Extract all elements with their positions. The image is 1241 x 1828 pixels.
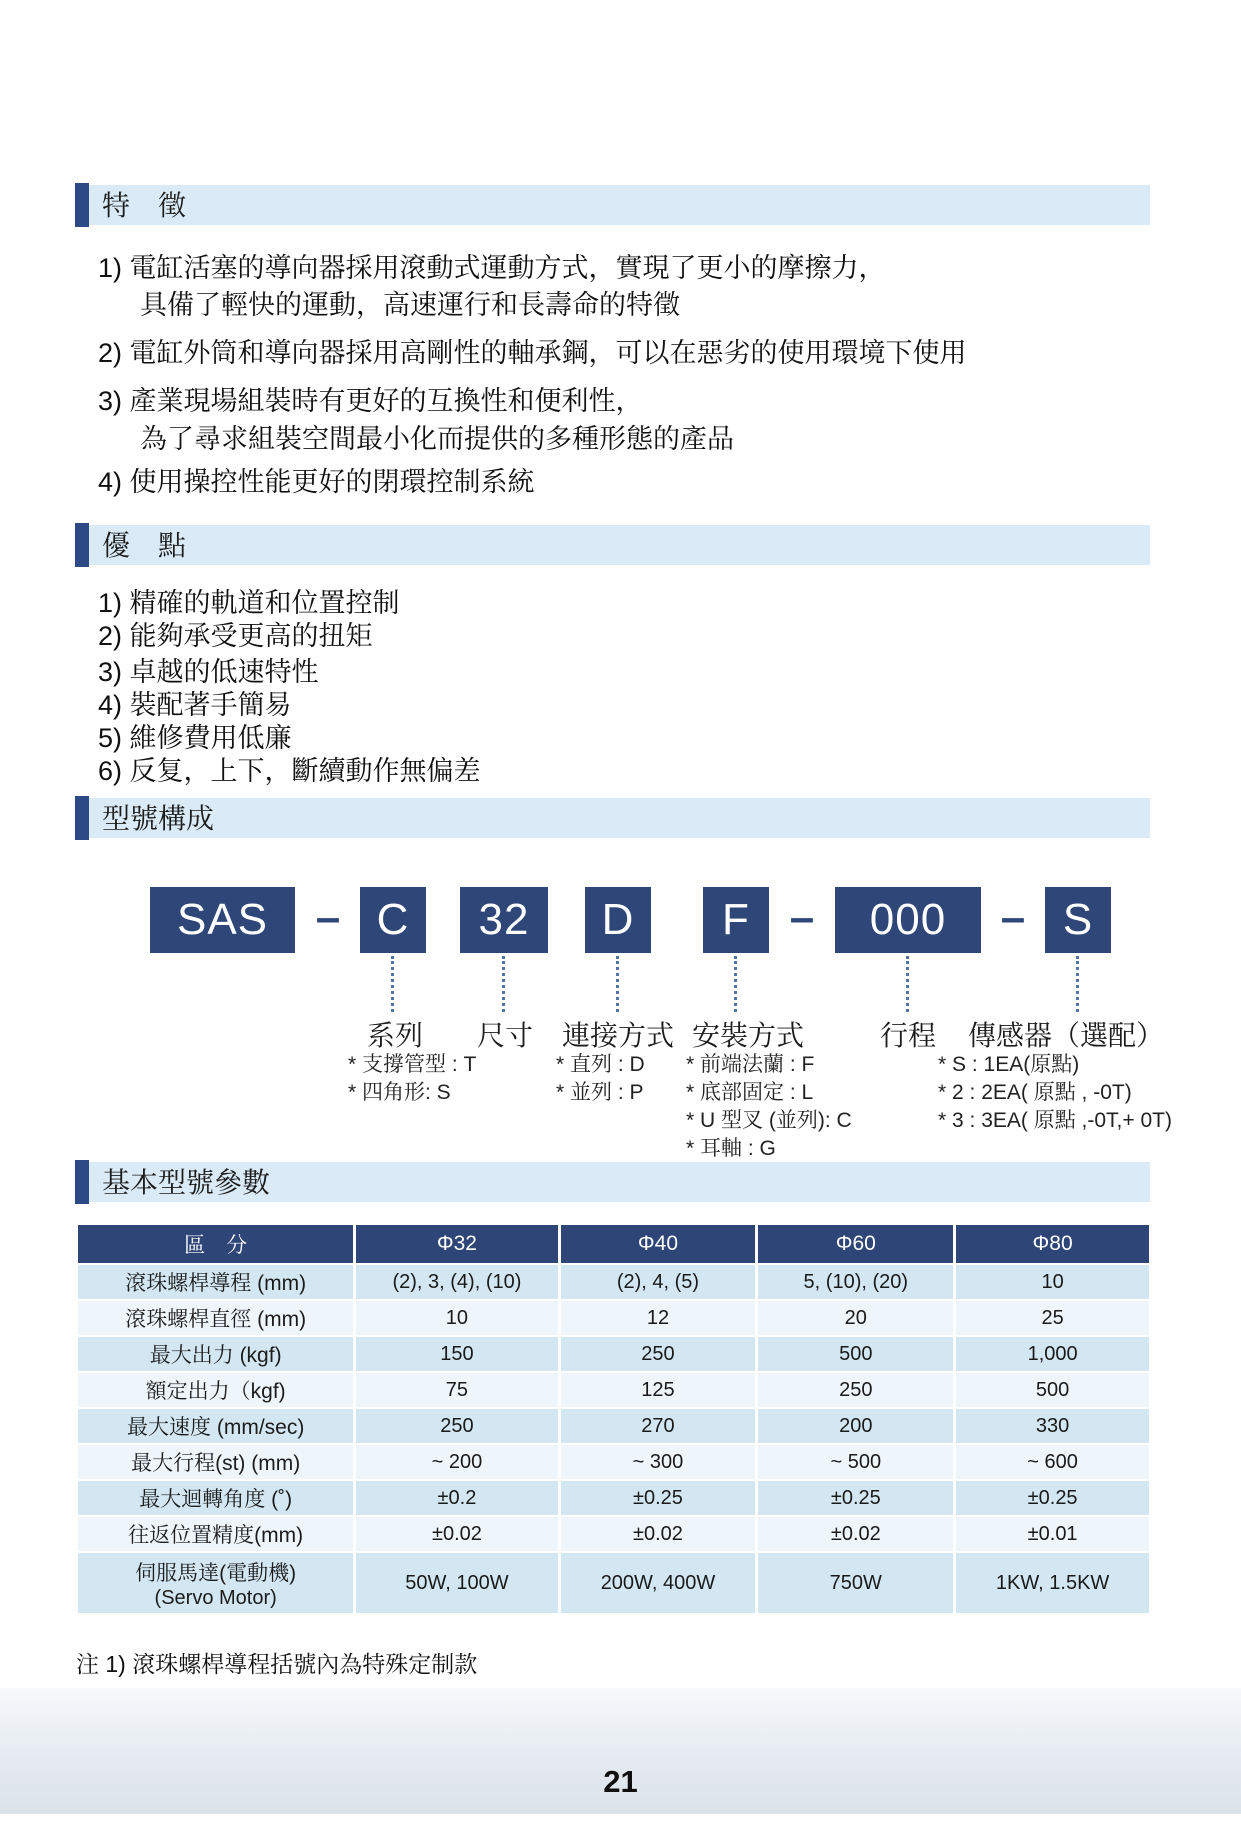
footnote: 注 1) 滾珠螺桿導程括號內為特殊定制款 [76, 1651, 478, 1677]
group-sub-option: * S : 1EA(原點) [938, 1053, 1080, 1076]
cell-value: 5, (10), (20) [758, 1265, 953, 1299]
page-number: 21 [603, 1764, 638, 1799]
model-dash: – [1000, 893, 1026, 942]
cell-value: ±0.01 [956, 1517, 1149, 1551]
table-row [78, 1301, 1149, 1335]
model-block-series-type: C [360, 887, 426, 953]
table-header-row [78, 1225, 1149, 1263]
row-label: 滾珠螺桿直徑 (mm) [78, 1301, 353, 1335]
section-accent-bar [75, 1160, 89, 1204]
group-sub-option: * 耳軸 : G [686, 1137, 776, 1160]
section-title-parameters: 基本型號參數 [102, 1167, 271, 1198]
cell-value: 250 [561, 1337, 756, 1371]
group-label-stroke: 行程 [879, 1020, 936, 1051]
feature-line: 為了尋求組裝空間最小化而提供的多種形態的產品 [140, 424, 734, 454]
model-block-connection: D [585, 887, 651, 953]
cell-value: 750W [758, 1553, 953, 1613]
group-sub-option: * 前端法蘭 : F [686, 1053, 815, 1076]
column-header: Φ32 [356, 1225, 557, 1263]
table-row [78, 1517, 1149, 1551]
table-row [78, 1553, 1149, 1613]
row-label-line2: (Servo Motor) [154, 1586, 277, 1609]
row-label: 額定出力（kgf) [78, 1373, 353, 1407]
section-accent-bar [75, 523, 89, 567]
section-bar-model-code [75, 798, 1150, 838]
cell-value: 25 [956, 1301, 1149, 1335]
table-row [78, 1409, 1149, 1443]
group-sub-option: * 2 : 2EA( 原點 , -0T) [938, 1081, 1132, 1104]
table-row [78, 1445, 1149, 1479]
column-header: Φ40 [561, 1225, 756, 1263]
model-dash: – [315, 893, 341, 942]
cell-value: ~ 500 [758, 1445, 953, 1479]
row-label [78, 1553, 353, 1613]
model-block-series-prefix: SAS [150, 887, 295, 953]
group-sub-option: * 並列 : P [556, 1081, 644, 1104]
table-row [78, 1265, 1149, 1299]
section-title-features: 特 徵 [102, 190, 187, 221]
cell-value: 200 [758, 1409, 953, 1443]
group-sub-option: * 支撐管型 : T [348, 1053, 477, 1076]
section-accent-bar [75, 183, 89, 227]
cell-value: ±0.25 [956, 1481, 1149, 1515]
group-sub-option: * 底部固定 : L [686, 1081, 814, 1104]
feature-line: 具備了輕快的運動，高速運行和長壽命的特徵 [140, 290, 680, 320]
connector-dotted-line [502, 956, 505, 1012]
feature-line: 2) 電缸外筒和導向器採用高剛性的軸承鋼，可以在惡劣的使用環境下使用 [98, 338, 967, 368]
group-label-size: 尺寸 [476, 1020, 533, 1051]
model-block-stroke: 000 [835, 887, 981, 953]
feature-line: 1) 電缸活塞的導向器採用滾動式運動方式，實現了更小的摩擦力， [98, 253, 886, 283]
cell-value: 200W, 400W [561, 1553, 756, 1613]
group-sub-option: * U 型叉 (並列): C [686, 1109, 852, 1132]
cell-value: 270 [561, 1409, 756, 1443]
section-bar-features [75, 185, 1150, 225]
cell-value: 330 [956, 1409, 1149, 1443]
group-sub-option: * 四角形: S [348, 1081, 451, 1104]
model-block-sensor: S [1045, 887, 1111, 953]
cell-value: 250 [356, 1409, 557, 1443]
section-bar-advantages [75, 525, 1150, 565]
advantage-line: 2) 能夠承受更高的扭矩 [98, 621, 373, 651]
group-sub-option: * 直列 : D [556, 1053, 645, 1076]
connector-dotted-line [1076, 956, 1079, 1012]
row-label: 滾珠螺桿導程 (mm) [78, 1265, 353, 1299]
section-title-model-code: 型號構成 [102, 803, 215, 834]
cell-value: ~ 300 [561, 1445, 756, 1479]
section-bar-parameters [75, 1162, 1150, 1202]
table-row [78, 1337, 1149, 1371]
column-header: Φ80 [956, 1225, 1149, 1263]
connector-dotted-line [616, 956, 619, 1012]
cell-value: (2), 4, (5) [561, 1265, 756, 1299]
model-block-mounting: F [703, 887, 769, 953]
advantage-line: 5) 維修費用低廉 [98, 723, 292, 753]
cell-value: 20 [758, 1301, 953, 1335]
cell-value: 150 [356, 1337, 557, 1371]
advantage-line: 1) 精確的軌道和位置控制 [98, 588, 400, 618]
row-label-line1: 伺服馬達(電動機) [135, 1561, 297, 1585]
cell-value: 10 [956, 1265, 1149, 1299]
group-label-sensor: 傳感器（選配） [967, 1020, 1164, 1051]
table-row [78, 1373, 1149, 1407]
cell-value: 250 [758, 1373, 953, 1407]
group-label-series: 系列 [366, 1020, 423, 1051]
column-header: 區 分 [78, 1225, 353, 1263]
group-label-mounting: 安裝方式 [691, 1020, 804, 1051]
group-label-connection: 連接方式 [561, 1020, 674, 1051]
row-label: 往返位置精度(mm) [78, 1517, 353, 1551]
connector-dotted-line [734, 956, 737, 1012]
cell-value: 12 [561, 1301, 756, 1335]
cell-value: ±0.25 [561, 1481, 756, 1515]
feature-line: 3) 產業現場組裝時有更好的互換性和便利性， [98, 386, 643, 416]
connector-dotted-line [906, 956, 909, 1012]
advantage-line: 4) 裝配著手簡易 [98, 690, 292, 720]
group-sub-option: * 3 : 3EA( 原點 ,-0T,+ 0T) [938, 1109, 1172, 1132]
cell-value: 10 [356, 1301, 557, 1335]
advantage-line: 3) 卓越的低速特性 [98, 657, 319, 687]
parameters-table [75, 1223, 1152, 1615]
column-header: Φ60 [758, 1225, 953, 1263]
cell-value: 50W, 100W [356, 1553, 557, 1613]
cell-value: ±0.2 [356, 1481, 557, 1515]
table-row [78, 1481, 1149, 1515]
row-label: 最大出力 (kgf) [78, 1337, 353, 1371]
cell-value: 125 [561, 1373, 756, 1407]
cell-value: ±0.02 [356, 1517, 557, 1551]
cell-value: 500 [758, 1337, 953, 1371]
cell-value: ±0.02 [561, 1517, 756, 1551]
cell-value: 1,000 [956, 1337, 1149, 1371]
cell-value: ~ 600 [956, 1445, 1149, 1479]
feature-line: 4) 使用操控性能更好的閉環控制系統 [98, 467, 535, 497]
model-dash: – [789, 893, 815, 942]
cell-value: (2), 3, (4), (10) [356, 1265, 557, 1299]
cell-value: 75 [356, 1373, 557, 1407]
section-accent-bar [75, 796, 89, 840]
cell-value: 1KW, 1.5KW [956, 1553, 1149, 1613]
cell-value: ~ 200 [356, 1445, 557, 1479]
row-label: 最大速度 (mm/sec) [78, 1409, 353, 1443]
section-title-advantages: 優 點 [102, 530, 187, 561]
model-block-size: 32 [460, 887, 548, 953]
cell-value: ±0.02 [758, 1517, 953, 1551]
cell-value: 500 [956, 1373, 1149, 1407]
advantage-line: 6) 反复，上下，斷續動作無偏差 [98, 756, 481, 786]
row-label: 最大迴轉角度 (˚) [78, 1481, 353, 1515]
connector-dotted-line [391, 956, 394, 1012]
cell-value: ±0.25 [758, 1481, 953, 1515]
row-label: 最大行程(st) (mm) [78, 1445, 353, 1479]
